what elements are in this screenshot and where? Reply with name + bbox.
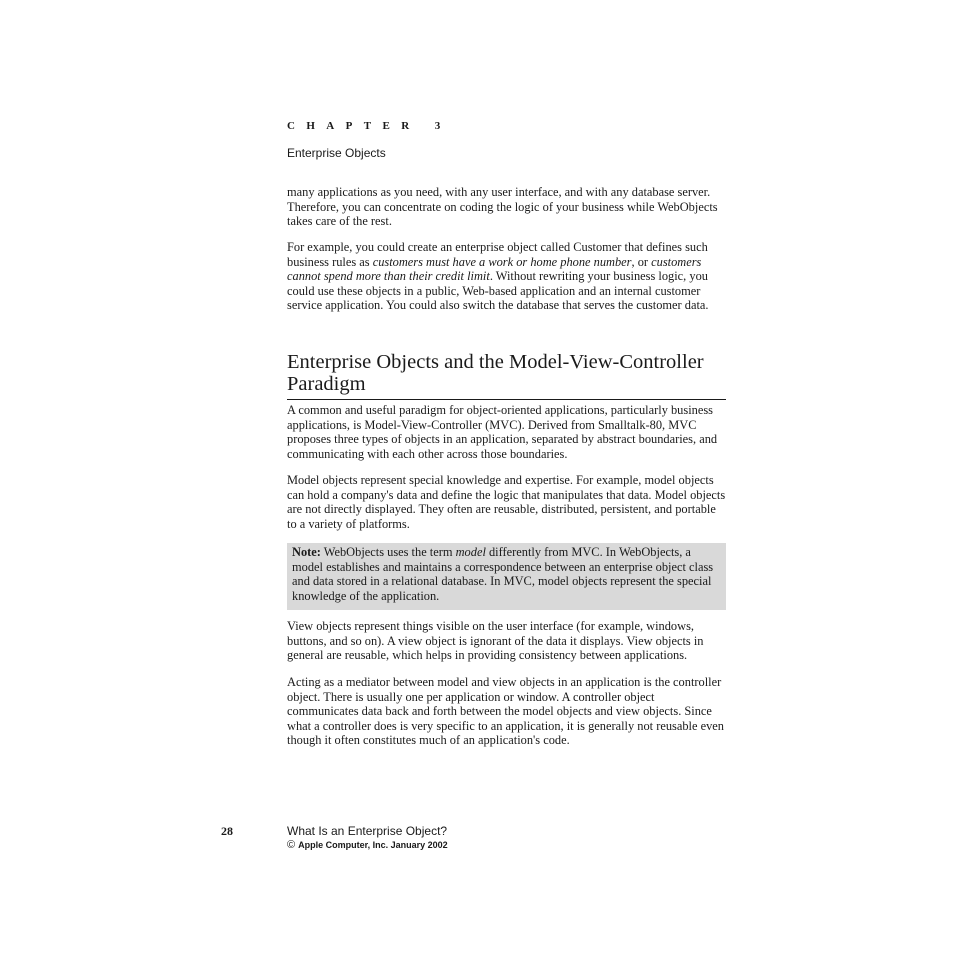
paragraph-text: [287, 240, 727, 313]
copyright-symbol: ©: [287, 839, 296, 851]
chapter-label: CHAPTER 3: [287, 120, 452, 132]
paragraph-intro-continued: [287, 185, 727, 229]
paragraph-text: Acting as a mediator between model and view objects in an application is the controller object. There is usually one per application or window. A controller object communicates data back and forth between the model objects and view objects. Since what a controller does is very specific to an application, it is generally not reusable even though it often constitutes much of an application's code.: [287, 675, 724, 748]
note-box: [287, 543, 726, 610]
footer-copyright: [287, 839, 448, 851]
running-head: Enterprise Objects: [287, 146, 386, 160]
footer-title: What Is an Enterprise Object?: [287, 824, 448, 838]
italic-rule-2: customers cannot spend more than their credit limit: [287, 254, 702, 284]
text-run: . Without rewriting your business logic, you could use these objects in a public, Web-based application and an internal customer service application. You could also switch the database that serves the customer data.: [287, 269, 709, 313]
page-number: 28: [221, 824, 233, 838]
text-run: , or: [631, 254, 652, 269]
paragraph-text: many applications as you need, with any user interface, and with any database server. Therefore, you can concentrate on coding the logic of your business while WebObjects takes care of the rest.: [287, 185, 718, 229]
section-heading: Enterprise Objects and the Model-View-Controller Paradigm: [287, 352, 726, 400]
italic-rule-1: customers must have a work or home phone number: [372, 254, 632, 269]
paragraph-customer-example: [287, 240, 727, 313]
paragraph-text: A common and useful paradigm for object-oriented applications, particularly business applications, is Model-View-Controller (MVC). Derived from Smalltalk-80, MVC proposes three types of objects in an application, separated by abstract boundaries, and communicating with each other across those boundaries.: [287, 403, 718, 461]
paragraph-mvc-intro: [287, 403, 727, 461]
note-text: WebObjects uses the term: [320, 545, 456, 559]
paragraph-model-objects: [287, 473, 727, 531]
text-run: For example, you could create an enterprise object called Customer that defines such business rules as: [287, 240, 708, 269]
note-text: differently from MVC. In WebObjects, a model establishes and maintains a correspondence between an enterprise object class and data stored in a relational database. In MVC, model objects represent the special knowledge of the application.: [292, 545, 714, 603]
copyright-text: Apple Computer, Inc. January 2002: [298, 840, 448, 850]
note-italic-term: model: [455, 545, 486, 559]
note-label: Note:: [292, 545, 321, 559]
paragraph-text: Model objects represent special knowledge and expertise. For example, model objects can hold a company's data and define the logic that manipulates that data. Model objects are not directly displayed. They often are reusable, distributed, persistent, and portable to a variety of platforms.: [287, 473, 726, 531]
paragraph-view-objects: [287, 619, 727, 663]
paragraph-controller-objects: [287, 675, 727, 748]
paragraph-text: View objects represent things visible on the user interface (for example, windows, buttons, and so on). A view object is ignorant of the data it displays. View objects in general are reusable, which helps in providing consistency between applications.: [287, 619, 704, 663]
